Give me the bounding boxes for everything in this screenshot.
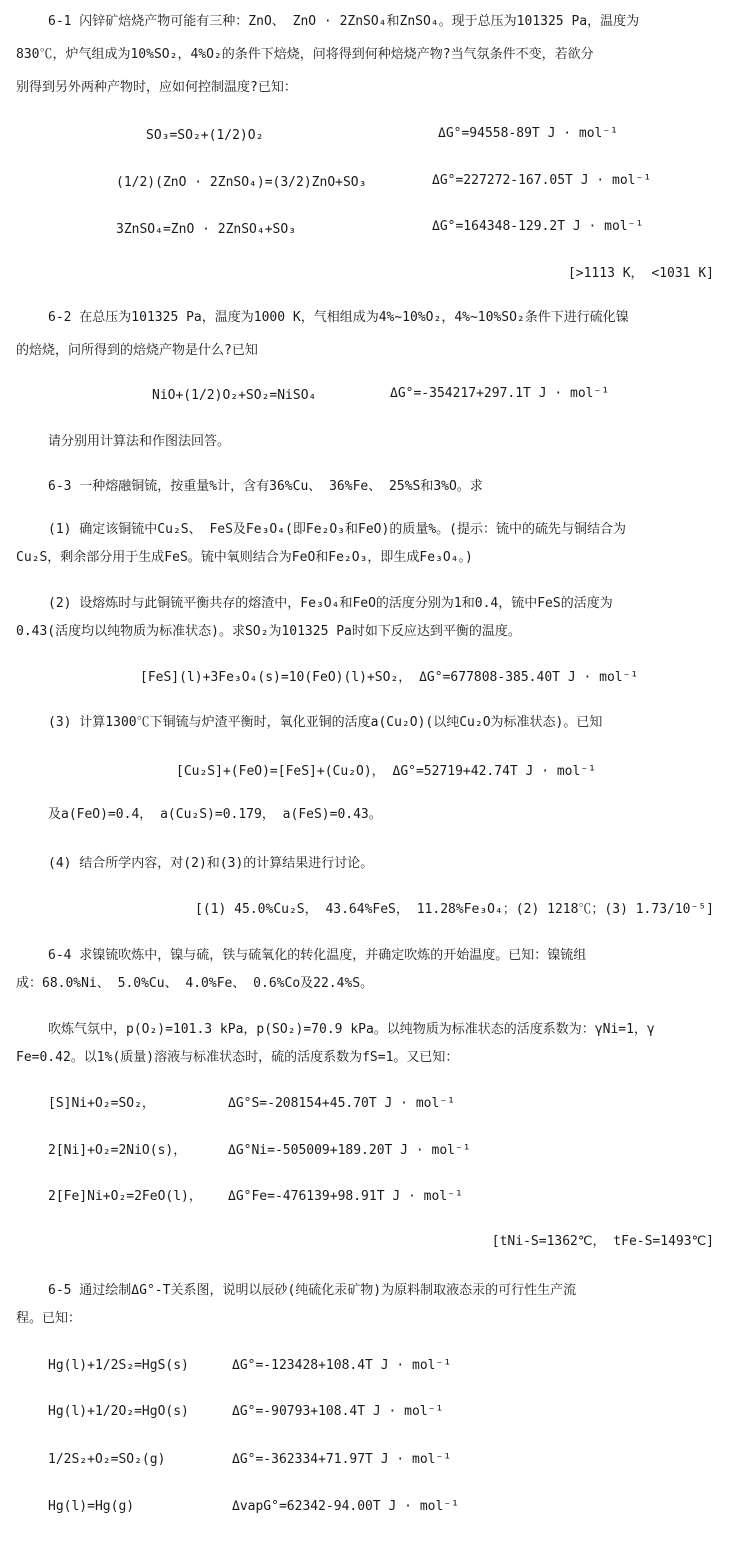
- q62-line-1: 6-2 在总压为101325 Pa，温度为1000 K，气相组成为4%~10%O₂，4%~10%SO₂条件下进行硫化镍: [48, 310, 629, 325]
- q61-line-3: 别得到另外两种产物时，应如何控制温度?已知：: [16, 80, 297, 95]
- q61-gibbs-2: ΔG°=227272-167.05T J · mol⁻¹: [432, 173, 652, 188]
- q64-line-3: 吹炼气氛中，p(O₂)=101.3 kPa，p(SO₂)=70.9 kPa。以纯物质为标准状态的活度系数为：γNi=1，γ: [48, 1022, 655, 1037]
- q61-reaction-3: 3ZnSO₄=ZnO · 2ZnSO₄+SO₃: [116, 222, 297, 237]
- q63-equation-2: [FeS](l)+3Fe₃O₄(s)=10(FeO)(l)+SO₂， ΔG°=677808-385.40T J · mol⁻¹: [140, 670, 639, 685]
- q64-gibbs-1: ΔG°S=-208154+45.70T J · mol⁻¹: [228, 1096, 455, 1111]
- q64-answer: [tNi-S=1362℃， tFe-S=1493℃]: [491, 1234, 714, 1249]
- q64-line-4: Fe=0.42。以1%(质量)溶液与标准状态时，硫的活度系数为fS=1。又已知：: [16, 1050, 459, 1065]
- q61-reaction-2: (1/2)(ZnO · 2ZnSO₄)=(3/2)ZnO+SO₃: [116, 175, 367, 190]
- q64-reaction-3: 2[Fe]Ni+O₂=2FeO(l)，: [48, 1189, 202, 1204]
- q61-line-2: 830℃，炉气组成为10%SO₂，4%O₂的条件下焙烧，问将得到何种焙烧产物?当气氛条件不变，若欲分: [16, 47, 594, 62]
- q64-reaction-2: 2[Ni]+O₂=2NiO(s)，: [48, 1143, 187, 1158]
- q65-reaction-1: Hg(l)+1/2S₂=HgS(s): [48, 1358, 189, 1373]
- q62-line-2: 的焙烧，问所得到的焙烧产物是什么?已知: [16, 343, 258, 358]
- q62-line-3: 请分别用计算法和作图法回答。: [48, 434, 231, 449]
- q64-reaction-1: [S]Ni+O₂=SO₂，: [48, 1096, 155, 1111]
- q65-reaction-2: Hg(l)+1/2O₂=HgO(s): [48, 1404, 189, 1419]
- q63-part-4: (4) 结合所学内容，对(2)和(3)的计算结果进行讨论。: [48, 856, 374, 871]
- q64-gibbs-2: ΔG°Ni=-505009+189.20T J · mol⁻¹: [228, 1143, 471, 1158]
- q65-line-2: 程。已知：: [16, 1311, 82, 1326]
- q63-answer: [(1) 45.0%Cu₂S， 43.64%FeS， 11.28%Fe₃O₄；(2) 1218℃；(3) 1.73/10⁻⁵]: [195, 902, 714, 917]
- q61-line-1: 6-1 闪锌矿焙烧产物可能有三种：ZnO、 ZnO · 2ZnSO₄和ZnSO₄。现于总压为101325 Pa，温度为: [48, 14, 640, 29]
- q63-part-2-line-1: (2) 设熔炼时与此铜锍平衡共存的熔渣中，Fe₃O₄和FeO的活度分别为1和0.4，锍中FeS的活度为: [48, 596, 613, 611]
- q63-part-1-line-2: Cu₂S，剩余部分用于生成FeS。锍中氧则结合为FeO和Fe₂O₃，即生成Fe₃O₄。): [16, 550, 473, 565]
- q65-gibbs-4: ΔvapG°=62342-94.00T J · mol⁻¹: [232, 1499, 459, 1514]
- q65-gibbs-3: ΔG°=-362334+71.97T J · mol⁻¹: [232, 1452, 452, 1467]
- q65-reaction-4: Hg(l)=Hg(g): [48, 1499, 135, 1514]
- q62-reaction-1: NiO+(1/2)O₂+SO₂=NiSO₄: [152, 388, 317, 403]
- q65-reaction-3: 1/2S₂+O₂=SO₂(g): [48, 1452, 166, 1467]
- q63-part-1-line-1: (1) 确定该铜锍中Cu₂S、 FeS及Fe₃O₄(即Fe₂O₃和FeO)的质量%。(提示：锍中的硫先与铜结合为: [48, 522, 626, 537]
- q63-part-3: (3) 计算1300℃下铜锍与炉渣平衡时，氧化亚铜的活度a(Cu₂O)(以纯Cu₂O为标准状态)。已知: [48, 715, 603, 730]
- q63-activities: 及a(FeO)=0.4， a(Cu₂S)=0.179， a(FeS)=0.43。: [48, 807, 382, 822]
- q61-gibbs-3: ΔG°=164348-129.2T J · mol⁻¹: [432, 219, 644, 234]
- q64-line-2: 成：68.0%Ni、 5.0%Cu、 4.0%Fe、 0.6%Co及22.4%S。: [16, 976, 374, 991]
- q65-gibbs-2: ΔG°=-90793+108.4T J · mol⁻¹: [232, 1404, 444, 1419]
- q63-part-2-line-2: 0.43(活度均以纯物质为标准状态)。求SO₂为101325 Pa时如下反应达到平衡的温度。: [16, 624, 521, 639]
- q65-line-1: 6-5 通过绘制ΔG°-T关系图，说明以辰砂(纯硫化汞矿物)为原料制取液态汞的可行性生产流: [48, 1283, 577, 1298]
- q62-gibbs-1: ΔG°=-354217+297.1T J · mol⁻¹: [390, 386, 610, 401]
- q64-gibbs-3: ΔG°Fe=-476139+98.91T J · mol⁻¹: [228, 1189, 463, 1204]
- q65-gibbs-1: ΔG°=-123428+108.4T J · mol⁻¹: [232, 1358, 452, 1373]
- q63-line-1: 6-3 一种熔融铜锍，按重量%计，含有36%Cu、 36%Fe、 25%S和3%O。求: [48, 479, 483, 494]
- q63-equation-3: [Cu₂S]+(FeO)=[FeS]+(Cu₂O)， ΔG°=52719+42.74T J · mol⁻¹: [176, 764, 596, 779]
- q61-reaction-1: SO₃=SO₂+(1/2)O₂: [146, 128, 264, 143]
- q64-line-1: 6-4 求镍锍吹炼中，镍与硫，铁与硫氧化的转化温度，并确定吹炼的开始温度。已知：镍锍组: [48, 948, 587, 963]
- q61-gibbs-1: ΔG°=94558-89T J · mol⁻¹: [438, 126, 619, 141]
- q61-answer: [>1113 K， <1031 K]: [567, 266, 714, 281]
